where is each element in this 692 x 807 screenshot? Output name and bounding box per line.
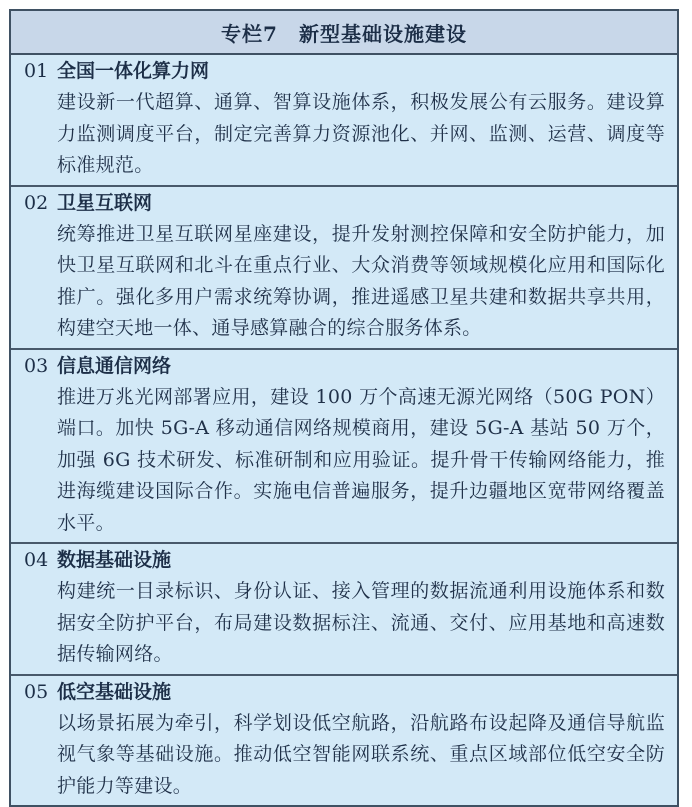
section-heading: 低空基础设施 [57,680,172,703]
section-heading: 信息通信网络 [57,354,172,377]
section-heading: 数据基础设施 [57,549,172,571]
section-data-infrastructure [11,542,677,674]
infrastructure-box [9,9,679,807]
section-body: 以场景拓展为牵引，科学划设低空航路，沿航路布设起降及通信导航监视气象等基础设施。推动低空智能网联系统、重点区域部位低空安全防护能力等建设。 [57,711,665,797]
section-number: 02 [24,191,49,214]
section-body: 统筹推进卫星互联网星座建设，提升发射测控保障和安全防护能力，加快卫星互联网和北斗在重点行业、大众消费等领域规模化应用和国际化推广。强化多用户需求统筹协调，推进遥感卫星共建和数据共享共用，构建空天地一体、通导感算融合的综合服务体系。 [57,222,665,339]
section-number: 01 [24,60,49,82]
box-title: 专栏7 新型基础设施建设 [11,11,677,55]
section-satellite-internet [11,185,677,348]
section-body: 推进万兆光网部署应用，建设 100 万个高速无源光网络（50G PON）端口。加快 5G‑A 移动通信网络规模商用，建设 5G‑A 基站 50 万个，加强 6G 技术研发、标准研制和应用验证。提升骨干传输网络能力，推进海缆建设国际合作。实施电信普遍服务，提升边疆地区宽带网络覆盖水平。 [57,385,665,534]
section-body: 建设新一代超算、通算、智算设施体系，积极发展公有云服务。建设算力监测调度平台，制定完善算力资源池化、并网、监测、运营、调度等标准规范。 [57,91,665,176]
section-computing-network [11,55,677,185]
section-body: 构建统一目录标识、身份认证、接入管理的数据流通利用设施体系和数据安全防护平台，布局建设数据标注、流通、交付、应用基地和高速数据传输网络。 [57,580,665,665]
section-info-communication-network [11,348,677,543]
section-number: 05 [24,680,49,703]
section-heading: 全国一体化算力网 [57,60,210,82]
section-low-altitude-infrastructure [11,674,677,806]
section-number: 03 [24,354,49,377]
section-heading: 卫星互联网 [57,191,153,214]
section-number: 04 [24,549,49,571]
